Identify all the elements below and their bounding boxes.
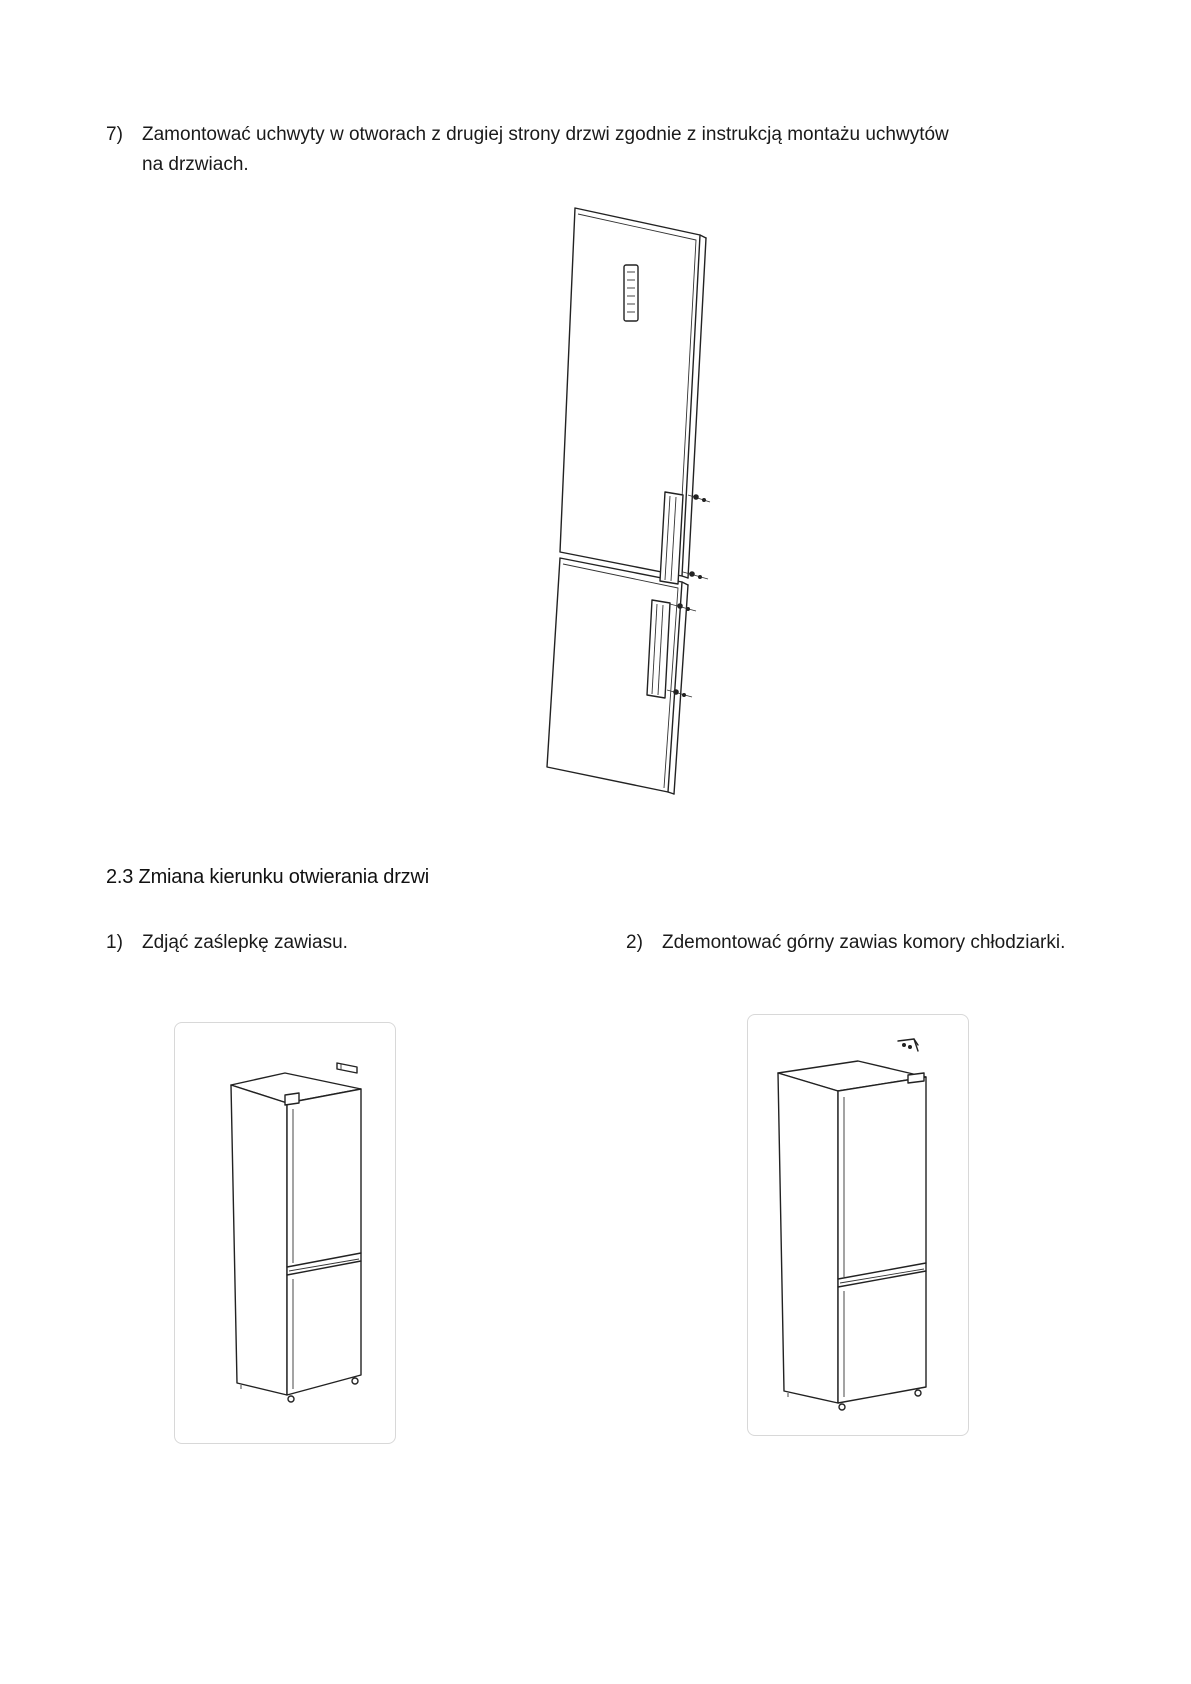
step-1 xyxy=(106,928,526,960)
step-2-text: Zdemontować górny zawias komory chłodziarki. xyxy=(662,932,1066,953)
step-2-figure xyxy=(747,1014,969,1436)
step-1-text: Zdjąć zaślepkę zawiasu. xyxy=(142,932,348,953)
top-hinge-part xyxy=(898,1039,918,1051)
section-heading: 2.3 Zmiana kierunku otwierania drzwi xyxy=(106,866,429,888)
step-2 xyxy=(626,928,1166,960)
step-1-number: 1) xyxy=(106,932,123,953)
fridge-hinge-cover-drawing xyxy=(175,1023,395,1443)
step-7-number: 7) xyxy=(106,124,123,145)
step-7-text: Zamontować uchwyty w otworach z drugiej strony drzwi zgodnie z instrukcją montażu uchwytów na drzwiach. xyxy=(142,124,949,175)
door-handles-drawing xyxy=(520,200,730,820)
step-2-number: 2) xyxy=(626,932,643,953)
step-7 xyxy=(106,120,1006,182)
step-1-figure xyxy=(174,1022,396,1444)
hinge-cover-part xyxy=(337,1063,357,1073)
fridge-top-hinge-drawing xyxy=(748,1015,968,1435)
door-handles-figure xyxy=(520,200,730,820)
display-panel xyxy=(624,265,638,321)
